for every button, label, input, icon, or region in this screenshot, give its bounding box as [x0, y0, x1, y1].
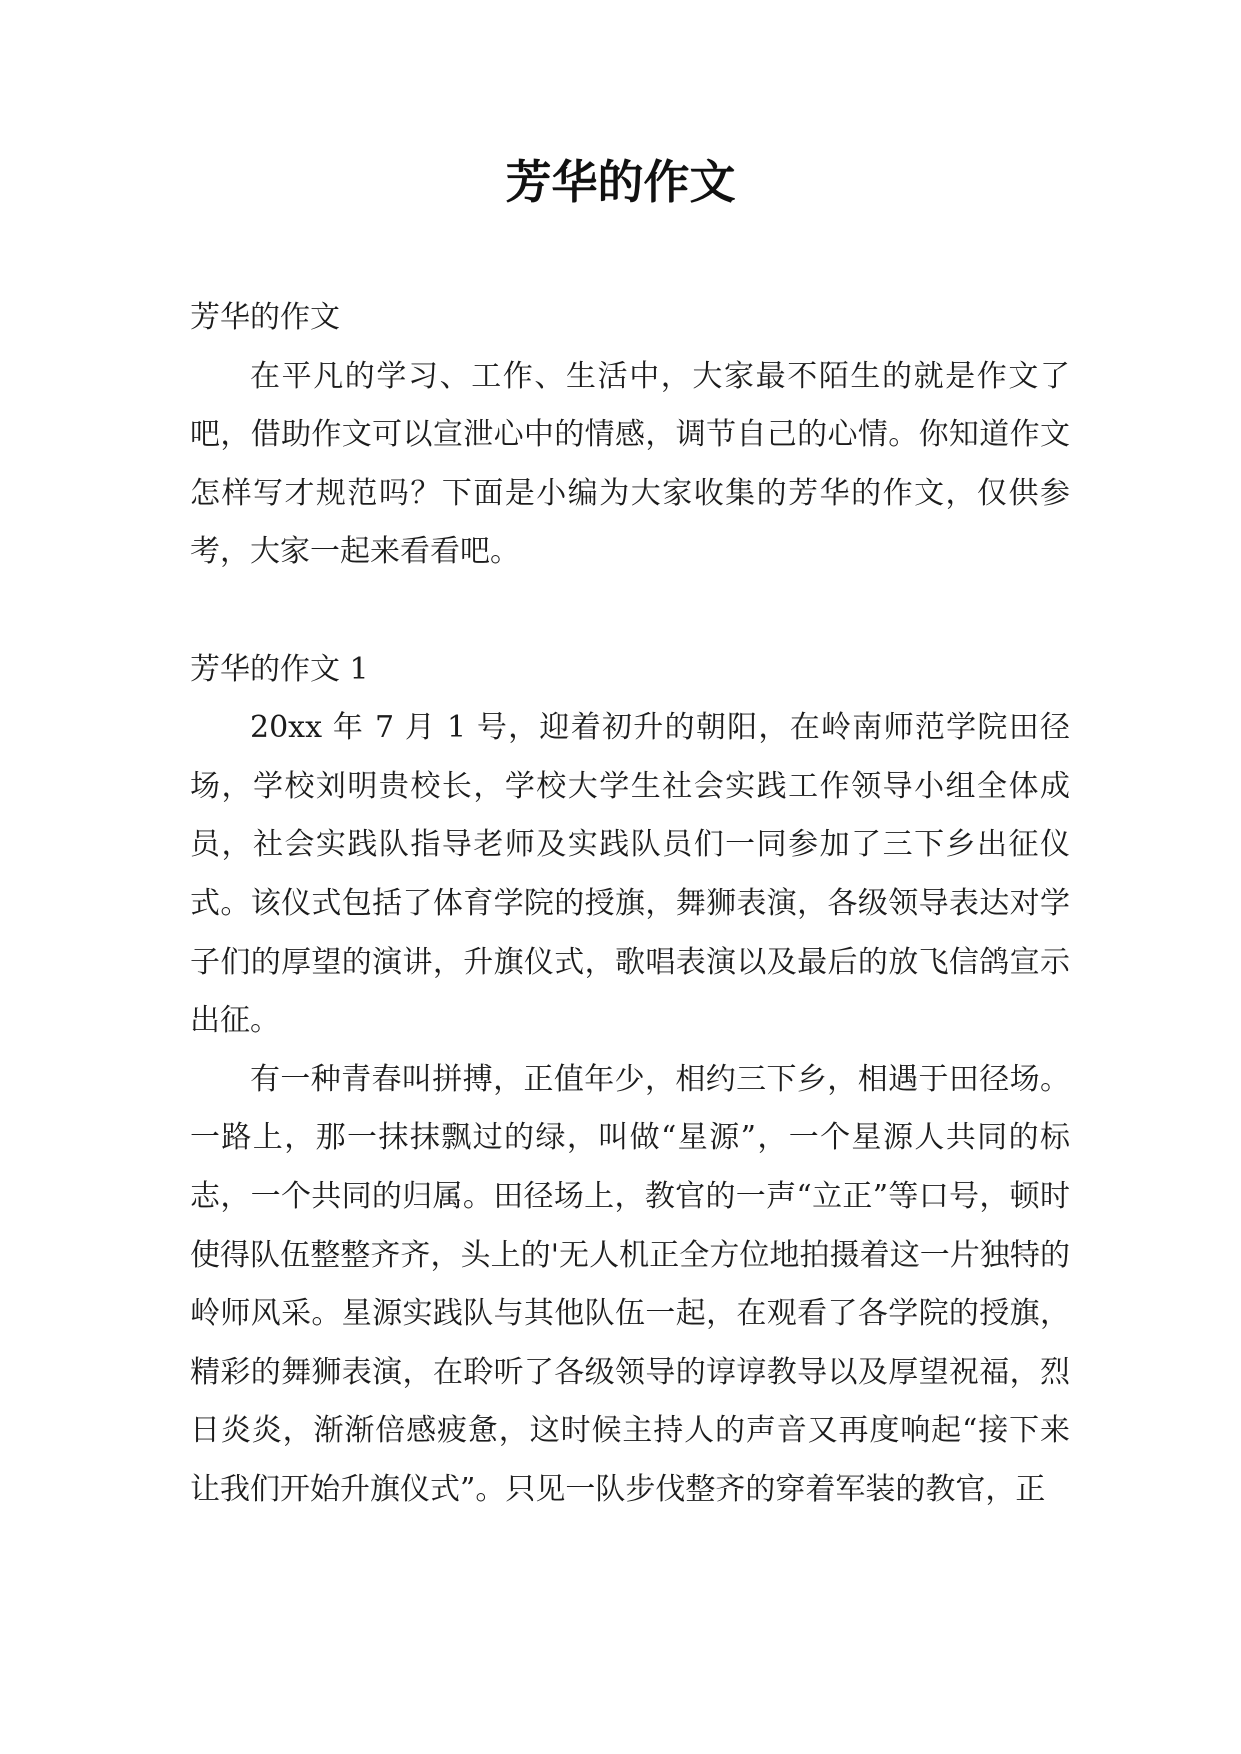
intro-paragraph: 在平凡的学习、工作、生活中，大家最不陌生的就是作文了吧，借助作文可以宣泄心中的情感，调节自己的心情。你知道作文怎样写才规范吗？下面是小编为大家收集的芳华的作文，仅供参考，大家一起来看看吧。 — [190, 358, 1070, 570]
section-1-heading: 芳华的作文 1 — [190, 651, 369, 687]
document-title: 芳华的作文 — [505, 155, 736, 209]
section-1-paragraph-2: 有一种青春叫拼搏，正值年少，相约三下乡，相遇于田径场。一路上，那一抹抹飘过的绿，叫做“星源”，一个星源人共同的标志，一个共同的归属。田径场上，教官的一声“立正”等口号，顿时使得队伍整整齐齐，头上的'无人机正全方位地拍摄着这一片独特的岭师风采。星源实践队与其他队伍一起，在观看了各学院的授旗，精彩的舞狮表演，在聆听了各级领导的谆谆教导以及厚望祝福，烈日炎炎，渐渐倍感疲惫，这时候主持人的声音又再度响起“接下来让我们开始升旗仪式”。只见一队步伐整齐的穿着军装的教官，正 — [190, 1061, 1070, 1507]
section-spacer — [190, 582, 1070, 641]
intro-heading: 芳华的作文 — [190, 300, 340, 335]
document-body — [190, 289, 1070, 1519]
section-1-paragraph-1: 20xx 年 7 月 1 号，迎着初升的朝阳，在岭南师范学院田径场，学校刘明贵校长，学校大学生社会实践工作领导小组全体成员，社会实践队指导老师及实践队员们一同参加了三下乡出征仪式。该仪式包括了体育学院的授旗，舞狮表演，各级领导表达对学子们的厚望的演讲，升旗仪式，歌唱表演以及最后的放飞信鸽宣示出征。 — [190, 710, 1070, 1039]
